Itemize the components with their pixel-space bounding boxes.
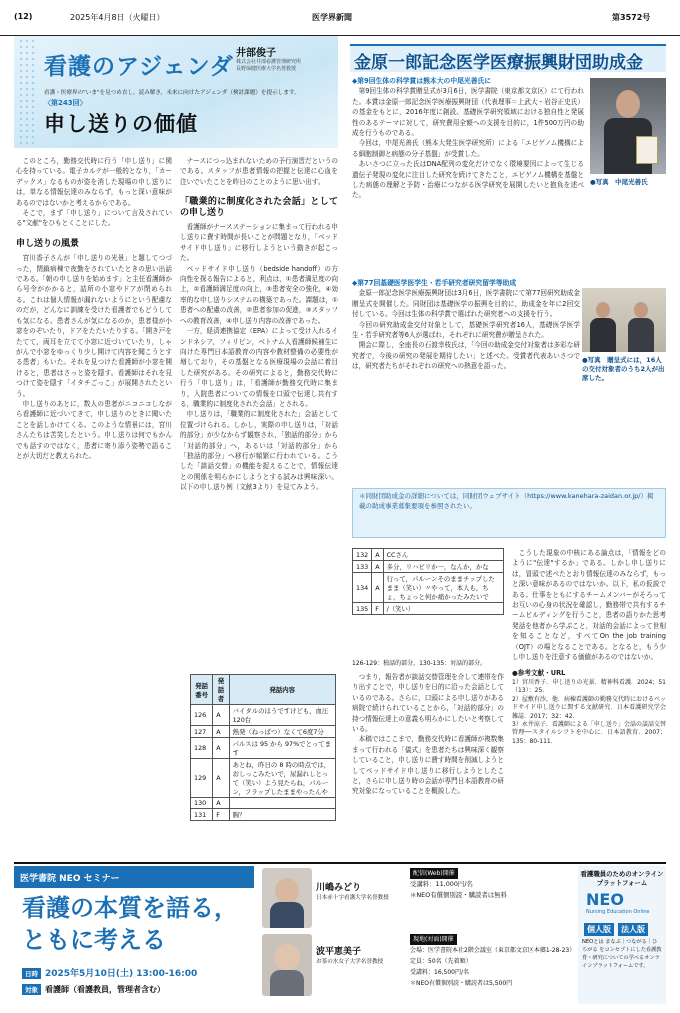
person-2-body xyxy=(628,318,654,352)
author-name: 井部俊子 xyxy=(236,48,276,59)
date-label: 日時 xyxy=(22,968,41,979)
plan-personal[interactable]: 個人版 xyxy=(584,923,614,936)
table-cell: 熱発（ねっぱつ）なくて6度7分 xyxy=(229,726,335,738)
table-caption: 126-129：独話的部分，130-135：対話的部分。 xyxy=(352,660,487,667)
speaker-1-info xyxy=(316,880,406,901)
author-affiliation: 株式会社井部看護管理研究所 長野保健医療大学名誉教授 xyxy=(236,59,302,72)
ad-title-line-1: 看護の本質を語る， xyxy=(22,894,238,922)
reference-item: 1）宮川香子．申し送りの光景．精神科看護．2024；51（13）：25． xyxy=(512,678,666,695)
paragraph: こうした現象の中核にある論点は，「情報をどのように"伝達"するか」である。しかし申し送りには，冒頭で述べたとおり情報伝達のみならず，もっと深い意味があるのではないか。以下，私の仮説である。仕事をともにするチームメンバーがそろってお互いの心身の状況を確認し，勤務帯で共有するチームビルディングを行うこと，患者の語りかた思考発話を他者から学ぶこと，対話的会話によって世相を知ることなど，すべてOn the job training（OJT）の場となることである。となると，もう少し申し送りを注意する価値があるのではないか。 xyxy=(512,549,666,662)
reference-item: 3）永井涼子．看護師による「申し送り」会話の談話交替管理──スタイルシフトを中心に．日本語教育．2007；135：80-111． xyxy=(512,720,666,745)
ad-date: 2025年5月10日(土) 13:00-16:00 xyxy=(45,969,198,979)
ad-brand: 医学書院 NEO セミナー xyxy=(14,866,254,888)
venue-capacity: 定員：50名（先着順） xyxy=(410,958,472,965)
article-column-1 xyxy=(16,156,172,856)
table-cell: 132 xyxy=(353,549,372,561)
paragraph: 金原一郎記念医学医療振興財団は3月6日，医学書院にて第77回研究助成金贈呈式を開催した。同財団は基礎医学の振興を目的に，助成金を年に2回交付している。今回は生体の科学賞で選ばれた研究者への支援を行う。 xyxy=(352,289,580,319)
speaker-2-name: 波平恵美子 xyxy=(316,947,362,957)
paragraph: 一方，経済連携協定（EPA）によって受け入れるインドネシア，フィリピン，ベトナム人看護師候補生に向けた専門日本語教育の内容や教材整備の必要性が増しており，その基盤となる医療現場の会話に着目した研究がある。その研究によると，勤務交代時に行う「申し送り」は，「看護師が勤務交代時に集まり，入院患者についての情報を口頭で伝達し共有する，職業的に制度化された会話」とされる。 xyxy=(180,327,338,408)
article-column-3b xyxy=(512,548,666,858)
ad-web-info xyxy=(410,868,574,901)
neo-logo: NEO xyxy=(586,890,624,909)
column-title: 看護のアジェンダ xyxy=(44,53,234,80)
foundation-section-1 xyxy=(352,76,584,276)
speaker-1-title: 日本赤十字看護大学名誉教授 xyxy=(316,895,389,901)
table-cell: 130 xyxy=(191,798,213,809)
speaker-2-photo xyxy=(262,934,312,996)
person-1-body xyxy=(590,318,616,352)
speaker-2-title: お茶の水女子大学名誉教授 xyxy=(316,959,384,965)
table-cell: A xyxy=(213,726,229,738)
table-cell: 行って，パルーンそのままチップしたまま（笑い）〃やって，本人も，ちょ，ちょっと何か痛かったみたいで xyxy=(383,573,503,603)
table-cell: 126 xyxy=(191,705,213,726)
table-row xyxy=(191,738,336,759)
table-row xyxy=(191,798,336,809)
page-header xyxy=(0,0,680,36)
paragraph: つまり，報告者が談話交替管理を介して連帯を作り出すことで，申し送りを日的に沿った会話としているのである。さらに，口頭による申し送りがある病院で続けられていることから，「対話的部分」の持つ情報伝達上の意義も明らかにしたいと考察している。 xyxy=(352,673,504,734)
foundation-title: 金原一郎記念医学医療振興財団助成金 xyxy=(350,44,666,72)
venue-address: 会場：医学書院本社2階会議室（東京都文京区本郷1-28-23） xyxy=(410,947,576,954)
paragraph: 宮川香子さんが「申し送りの光景」と題してつづった，閉鎖病棟で夜勤をされていたときの思い出話である。「朝の申し送りを始めます」と主任看護師から号令がかかると，詰所の小窓やドアが閉められる。これは個人情報が漏れないようにという配慮なのだが，どんなに訓練を受けた看護者でもどうしても気になる。患者さんが気になるのか，患者様が小窓をのぞいたり，ドアをたたいたりする。「開き戸をたてて，両耳を立てて小窓に近づいていたり，しゃがんで小窓をゆっくり少し開けて内容を聞こうとする患者」もいた。それを見つけた看護師が小窓を開けると，患者はさっと姿を隠す。看護師はそれを見つけて姿を隠す「イタチごっこ」が展開されたという。 xyxy=(16,254,172,398)
reference-item: 2）屋敷有沙，他．病棟看護師の勤務交代時におけるベッドサイド申し送りに関する文献研究．日本看護研究学会雑誌．2017；32：42． xyxy=(512,695,666,720)
table-row xyxy=(191,726,336,738)
photo-ceremony xyxy=(582,288,666,352)
paragraph: このところ，勤務交代時に行う「申し送り」に関心を持っている。電子カルテが一般的となり，「カーデックス」なるものが姿を消した現場の申し送りには，単なる情報伝達のみならず，もっと深い意味があるのではないかと考えるからである。 xyxy=(16,157,172,207)
paper-name: 医学界新聞 xyxy=(312,13,352,22)
table-row xyxy=(191,705,336,726)
speaker-1-body xyxy=(270,902,304,928)
subheading: ◆第77回基礎医学医学生・若手研究者研究留学等助成 xyxy=(352,279,517,287)
article-column-2 xyxy=(180,156,338,671)
page-number: (12) xyxy=(14,12,33,21)
neo-platform-box xyxy=(578,866,666,1004)
photo-caption: ●写真 中尾光善氏 xyxy=(590,178,648,186)
web-fee: 受講料：11,000円/名 xyxy=(410,880,473,888)
person-1-face xyxy=(596,302,610,318)
table-cell: F xyxy=(372,603,383,615)
paragraph: あいさつに立った氏はDNA配列の変化だけでなく環境要因によって生じる遺伝子発現の変化に注目した研究を続けてきたこと，エピゲノム機構を基盤とした病態の理解と予防・治療につながる医学研究を展開したいと抱負を述べた。 xyxy=(352,160,584,200)
table-row xyxy=(353,561,504,573)
dialogue-table-2 xyxy=(352,548,504,615)
section-heading: 申し送りの風景 xyxy=(16,238,80,249)
paragraph: 今回の研究助成金交付対象として，基礎医学研究者16人，基礎医学医学生・若手研究者等6人が選ばれ，それぞれに研究費が贈呈された。 xyxy=(352,320,580,340)
certificate xyxy=(636,136,658,164)
table-cell: A xyxy=(213,738,229,759)
portrait-face xyxy=(616,90,640,118)
foundation-section-2 xyxy=(352,278,580,484)
web-label: 配信(Web)開催 xyxy=(410,868,458,879)
foundation-note: ＊同財団助成金の詳細については，同財団ウェブサイト（https://www.kanehara-zaidan.or.jp/）掲載の助成事業募集要項を参照されたい。 xyxy=(352,488,666,538)
speaker-2-face xyxy=(274,944,300,970)
article-title: 申し送りの価値 xyxy=(44,111,198,136)
table-cell: A xyxy=(372,573,383,603)
table-cell: 127 xyxy=(191,726,213,738)
table-cell: 多分，リハビリか一，なんか，かな xyxy=(383,561,503,573)
paragraph: 申し送りは，「職業的に制度化された」会話として位置づけられる。しかし，実際の申し送りは，「対話的部分」が少なからず観察され，「独話的部分」から「対話的部分」へ，あるいは「対話的部分」から「独話的部分」へ移行が頻繁に行われている。こうした「談話交替」の機能を捉えることで，情報伝達との関係を明らかにしようとする試みは興味深い。以下の申し送り例（文献3より）を見てみよう。 xyxy=(180,410,338,492)
speaker-1-photo xyxy=(262,868,312,928)
decor-dots xyxy=(18,38,38,146)
table-cell: /（笑い） xyxy=(383,603,503,615)
table-row xyxy=(353,603,504,615)
photo-caption: ●写真 贈呈式には，16人の交付対象者のうち2人が出席した。 xyxy=(582,356,665,382)
table-cell: A xyxy=(372,561,383,573)
table-cell: 胸？ xyxy=(229,809,335,821)
ad-target-row xyxy=(22,984,165,995)
neo-desc: Nursing Education Online xyxy=(586,909,650,915)
ad-venue-info xyxy=(410,934,574,989)
speaker-1-name: 川嶋みどり xyxy=(316,883,362,893)
table-cell: パルスは 95 から 97%でとってます xyxy=(229,738,335,759)
table-cell: 133 xyxy=(353,561,372,573)
table-cell: 131 xyxy=(191,809,213,821)
dialogue-table-1 xyxy=(190,674,336,821)
table-row xyxy=(191,759,336,798)
ad-target: 看護師（看護教員，管理者含む） xyxy=(45,985,165,994)
venue-fee: 受講料：16,500円/名 xyxy=(410,969,470,976)
paragraph: 看護師がナースステーションに集まって行われる申し送りに費す時間が長いことが問題となり，「ベッドサイド申し送り」に移行しようという動きが起こった。 xyxy=(180,223,338,263)
column-lead: 看護・医療界の"いま"を見つめ直し，読み解き，未来に向けたアジェンダ（検討課題）を提示します。 xyxy=(44,90,300,96)
issue-number: 第3572号 xyxy=(612,13,651,22)
subheading: ◆第9回生体の科学賞は熊本大の中尾光善氏に xyxy=(352,77,492,85)
photo-nakao xyxy=(590,78,666,174)
table-cell: 135 xyxy=(353,603,372,615)
table-row xyxy=(191,809,336,821)
paragraph: 今回は，中尾光善氏（熊本大発生医学研究所）による「エピゲノム機構による細胞制御と病態の分子基盤」が受賞した。 xyxy=(352,139,584,158)
author-block xyxy=(236,44,336,72)
paragraph: 第9回生体の科学賞贈呈式が3月6日，医学書院（東京都文京区）にて行われた。本賞は金原一郎記念医学医療振興財団（代表理事＝上武大・岩谷正史氏）の基金をもとに，2016年度に創設。基礎医学研究領域における独自性と発展性のあるテーマに対して，研究費用全額への支援を目的に，1件500万円の助成を行うものである。 xyxy=(352,87,584,138)
issue-date: 2025年4月8日（火曜日） xyxy=(70,13,165,22)
table-cell: 129 xyxy=(191,759,213,798)
table-cell: A xyxy=(213,798,229,809)
table-cell: バイタルのほうですけども，血圧 120台 xyxy=(229,705,335,726)
paragraph: 申し送りのあとに，数人の患者がニコニコしながら看護師に近づいてきて，申し送りのときに聞いたことを話しかけてくる。このような情景には，宮川さんたちは苦笑したという。申し送りは何でもかんでも話すのではなく，患者に寄り添う姿勢で語ることが大切だと教えられた。 xyxy=(16,399,172,460)
column-volume: 〈第243回〉 xyxy=(44,99,87,107)
plan-corporate[interactable]: 法人版 xyxy=(618,923,648,936)
section-heading: 「職業的に制度化された会話」としての申し送り xyxy=(180,197,338,218)
venue-label: 現地(対面)開催 xyxy=(410,934,457,945)
paragraph: ベッドサイド申し送り（bedside handoff）の方向性を探る報告によると，利点は，①患者満足度の向上，②看護師満足度の向上，③患者安全の強化，④効率的な申し送りシステムの構築であった。課題は，①患者への配慮の改善，②患者参加の促進，③スタッフへの教育改善，④申し送り内容の改善であった。 xyxy=(180,264,338,325)
table-cell: A xyxy=(213,705,229,726)
table-cell: 128 xyxy=(191,738,213,759)
speaker-1-face xyxy=(275,878,299,904)
table-header: 発話番号 xyxy=(191,675,213,705)
table-cell: F xyxy=(213,809,229,821)
table-cell xyxy=(229,798,335,809)
paragraph: ナースにつっ込まれないための予行演習だというのである。スタッフが患者情報の把握と伝達に心血を注いでいたことを昨日のことのように思い出す。 xyxy=(180,157,338,186)
person-2-face xyxy=(634,302,648,318)
speaker-2-body xyxy=(270,970,304,996)
venue-member-note: ＊NEO有償個別読・購読者は5,500円 xyxy=(410,980,513,987)
paragraph: 本稿ではここまで，勤務交代時に看護師が複数集まって行われる「儀式」を患者たちは興味深く観察していること，申し送りに費す時間を削減しようとしてベッドサイド申し送りに移行しようとしたこと，さらに申し送り時の会話が専門日本語教育の研究対象になっていることを概説した。 xyxy=(352,735,504,796)
speaker-2-info xyxy=(316,944,406,965)
table-row xyxy=(353,549,504,561)
web-member-note: ＊NEO有償個別読・購読者は無料 xyxy=(410,891,507,899)
platform-title: 看護職員のためのオンラインプラットフォーム xyxy=(580,870,664,887)
table-cell: あとね，昨日の 8 時の時点では，おしっこみたいで，尿漏れしとって（笑い）よう見たらね，パルーン，フラップしたままやったんや xyxy=(229,759,335,798)
table-row xyxy=(353,573,504,603)
table-cell: A xyxy=(372,549,383,561)
table-cell: A xyxy=(213,759,229,798)
paragraph: 開会に際し，全座長の石渡幸枝氏は，「今回の助成金交付対象者は多彩な研究者で，今後の研究の発展を期待したい」と述べた。受賞者代表あいさつでは，研究者たちがそれぞれの研究への熱意を語った。 xyxy=(352,341,580,371)
table-cell: 134 xyxy=(353,573,372,603)
paragraph: そこで，まず「申し送り」について言及されている"文献"をひもとくことにした。 xyxy=(16,209,172,228)
table-header: 発話者 xyxy=(213,675,229,705)
article-column-3a xyxy=(352,672,504,858)
ad-title-line-2: ともに考える xyxy=(22,926,166,954)
table-cell: CCさん xyxy=(383,549,503,561)
references-heading: ●参考文献・URL xyxy=(512,669,566,678)
neo-note: NEOとは まなぶ｜つながる｜ひろがる をコンセプトにした看護教育・研究についての学べるオンラインプラットフォームです。 xyxy=(582,939,662,969)
target-label: 対象 xyxy=(22,984,41,995)
ad-date-row xyxy=(22,966,197,979)
table-header: 発話内容 xyxy=(229,675,335,705)
